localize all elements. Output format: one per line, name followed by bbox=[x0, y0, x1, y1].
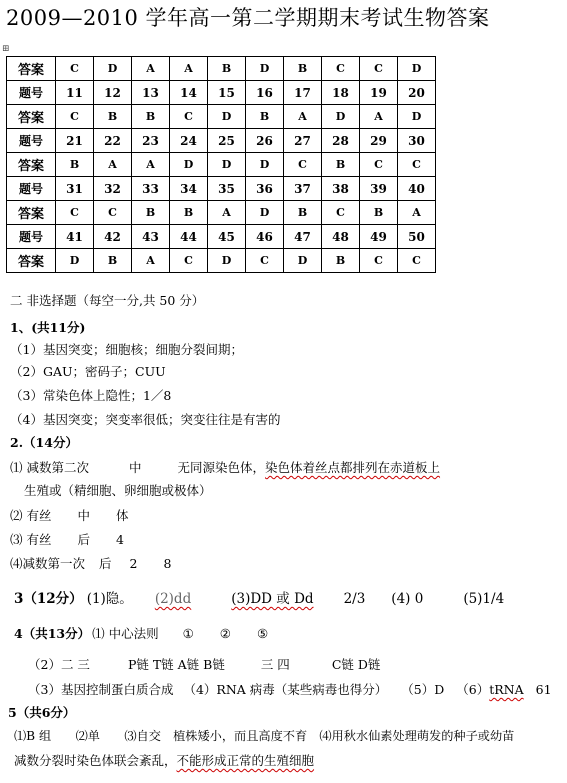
q2-l4-c: 4 bbox=[116, 532, 124, 547]
answer-cell: A bbox=[94, 153, 132, 177]
question-number-cell: 40 bbox=[398, 177, 436, 201]
question-number-cell: 30 bbox=[398, 129, 436, 153]
q5-line-1: ⑴B 组 ⑵单 ⑶自交 植株矮小，而且高度不育 ⑷用秋水仙素处理萌发的种子或幼苗 bbox=[14, 729, 515, 743]
question-number-cell: 22 bbox=[94, 129, 132, 153]
section-heading: 二 非选择题（每空一分,共 50 分） bbox=[10, 293, 205, 308]
answer-row bbox=[7, 249, 436, 273]
answer-cell: D bbox=[56, 249, 94, 273]
q2-l1-d: 染色体着丝点都排列在赤道板上 bbox=[265, 460, 441, 475]
question-number-cell: 18 bbox=[322, 81, 360, 105]
question-number-cell: 31 bbox=[56, 177, 94, 201]
q3-c: (3)DD 或 Dd bbox=[231, 591, 314, 607]
q2-l4-b: 后 bbox=[77, 532, 90, 547]
question-number-cell: 37 bbox=[284, 177, 322, 201]
row-label: 题号 bbox=[7, 129, 56, 153]
answer-cell: B bbox=[284, 201, 322, 225]
answer-cell: A bbox=[170, 57, 208, 81]
q4-l3-d: （6） bbox=[456, 682, 490, 697]
answer-cell: A bbox=[132, 249, 170, 273]
answer-cell: A bbox=[360, 105, 398, 129]
q1-heading: 1、(共11分) bbox=[10, 320, 86, 335]
row-label: 答案 bbox=[7, 249, 56, 273]
answer-row bbox=[7, 105, 436, 129]
q4-l2-c: 三 四 bbox=[260, 657, 290, 672]
question-number-cell: 33 bbox=[132, 177, 170, 201]
row-label: 答案 bbox=[7, 105, 56, 129]
question-number-cell: 16 bbox=[246, 81, 284, 105]
q4-heading: 4（共13分） bbox=[14, 626, 91, 641]
answer-cell: C bbox=[360, 249, 398, 273]
answer-cell: B bbox=[94, 249, 132, 273]
q2-l5-d: 8 bbox=[163, 556, 172, 571]
answer-cell: C bbox=[56, 201, 94, 225]
row-label: 题号 bbox=[7, 81, 56, 105]
q2-l5-a: ⑷减数第一次 bbox=[10, 556, 86, 571]
answer-cell: D bbox=[398, 57, 436, 81]
answer-cell: C bbox=[246, 249, 284, 273]
question-number-cell: 48 bbox=[322, 225, 360, 249]
q4-l1-c: ② bbox=[219, 626, 232, 641]
q1-line-2: （2）GAU；密码子；CUU bbox=[10, 364, 166, 379]
answer-cell: B bbox=[170, 201, 208, 225]
answer-cell: A bbox=[398, 201, 436, 225]
row-label: 题号 bbox=[7, 177, 56, 201]
answer-cell: A bbox=[132, 153, 170, 177]
q2-l5-b: 后 bbox=[99, 556, 112, 571]
q4-line-3 bbox=[28, 680, 552, 698]
question-number-cell: 11 bbox=[56, 81, 94, 105]
q2-l3-a: ⑵ 有丝 bbox=[10, 508, 52, 523]
q2-l1-a: ⑴ 减数第二次 bbox=[10, 460, 89, 475]
answer-cell: C bbox=[94, 201, 132, 225]
q2-line-4 bbox=[10, 530, 124, 548]
answer-cell: A bbox=[208, 201, 246, 225]
question-number-cell: 35 bbox=[208, 177, 246, 201]
q2-l3-b: 中 bbox=[77, 508, 90, 523]
answer-cell: B bbox=[132, 201, 170, 225]
answer-cell: C bbox=[360, 57, 398, 81]
q4-l3-f: 61 bbox=[535, 682, 552, 697]
q2-line-3 bbox=[10, 506, 129, 524]
answer-cell: B bbox=[360, 201, 398, 225]
q5-l2-a: 减数分裂时染色体联会紊乱， bbox=[14, 753, 177, 768]
question-number-cell: 36 bbox=[246, 177, 284, 201]
answer-cell: B bbox=[132, 105, 170, 129]
q1-line-3: （3）常染色体上隐性；1／8 bbox=[10, 388, 172, 403]
answer-cell: B bbox=[246, 105, 284, 129]
question-number-cell: 39 bbox=[360, 177, 398, 201]
answer-cell: C bbox=[360, 153, 398, 177]
q4-line-2 bbox=[28, 655, 380, 673]
q4-line-1 bbox=[14, 624, 268, 642]
answer-cell: C bbox=[56, 105, 94, 129]
answer-cell: D bbox=[284, 249, 322, 273]
question-number-cell: 29 bbox=[360, 129, 398, 153]
q2-l3-c: 体 bbox=[116, 508, 129, 523]
question-number-cell: 38 bbox=[322, 177, 360, 201]
q4-l2-a: （2）二 三 bbox=[28, 657, 90, 672]
answer-cell: D bbox=[246, 153, 284, 177]
answer-cell: D bbox=[398, 105, 436, 129]
question-number-row bbox=[7, 81, 436, 105]
question-number-cell: 25 bbox=[208, 129, 246, 153]
q3-a: (1)隐。 bbox=[86, 591, 133, 607]
answer-row bbox=[7, 57, 436, 81]
q4-l3-c: （5）D bbox=[401, 682, 445, 697]
q4-l3-e: tRNA bbox=[489, 682, 524, 697]
q5-heading: 5（共6分） bbox=[8, 705, 76, 720]
question-number-cell: 19 bbox=[360, 81, 398, 105]
answer-cell: D bbox=[246, 201, 284, 225]
answer-cell: D bbox=[94, 57, 132, 81]
question-number-cell: 12 bbox=[94, 81, 132, 105]
question-number-cell: 23 bbox=[132, 129, 170, 153]
answer-cell: B bbox=[56, 153, 94, 177]
q4-l3-b: （4）RNA 病毒（某些病毒也得分） bbox=[183, 682, 388, 697]
q3-line bbox=[14, 587, 504, 607]
q5-line-2 bbox=[14, 751, 314, 769]
question-number-row bbox=[7, 225, 436, 249]
answer-cell: C bbox=[398, 153, 436, 177]
answer-cell: A bbox=[132, 57, 170, 81]
question-number-cell: 44 bbox=[170, 225, 208, 249]
q4-l1-a: ⑴ 中心法则 bbox=[92, 626, 159, 641]
answer-cell: C bbox=[170, 105, 208, 129]
answer-cell: C bbox=[322, 201, 360, 225]
answer-row bbox=[7, 201, 436, 225]
question-number-cell: 32 bbox=[94, 177, 132, 201]
q2-l4-a: ⑶ 有丝 bbox=[10, 532, 52, 547]
question-number-cell: 50 bbox=[398, 225, 436, 249]
question-number-cell: 15 bbox=[208, 81, 246, 105]
table-anchor-icon: ⊞ bbox=[2, 44, 10, 54]
answer-cell: A bbox=[284, 105, 322, 129]
q4-l1-b: ① bbox=[182, 626, 194, 641]
question-number-cell: 20 bbox=[398, 81, 436, 105]
q3-heading: 3（12分） bbox=[14, 591, 83, 607]
answer-cell: B bbox=[208, 57, 246, 81]
question-number-cell: 46 bbox=[246, 225, 284, 249]
question-number-cell: 34 bbox=[170, 177, 208, 201]
q2-l1-c: 无同源染色体， bbox=[177, 460, 266, 475]
row-label: 答案 bbox=[7, 201, 56, 225]
q5-l2-b: 不能形成正常的生殖细胞 bbox=[176, 753, 315, 768]
q2-line-5 bbox=[10, 554, 171, 572]
answer-cell: C bbox=[56, 57, 94, 81]
question-number-cell: 27 bbox=[284, 129, 322, 153]
answer-row bbox=[7, 153, 436, 177]
question-number-cell: 26 bbox=[246, 129, 284, 153]
answer-cell: D bbox=[208, 153, 246, 177]
q3-d: 2/3 bbox=[343, 591, 366, 607]
q2-l5-c: 2 bbox=[129, 556, 138, 571]
question-number-cell: 28 bbox=[322, 129, 360, 153]
question-number-cell: 47 bbox=[284, 225, 322, 249]
answer-cell: D bbox=[170, 153, 208, 177]
q1-line-4: （4）基因突变；突变率很低；突变往往是有害的 bbox=[10, 412, 281, 427]
question-number-cell: 17 bbox=[284, 81, 322, 105]
answer-cell: D bbox=[208, 105, 246, 129]
question-number-cell: 41 bbox=[56, 225, 94, 249]
row-label: 题号 bbox=[7, 225, 56, 249]
q4-l3-a: （3）基因控制蛋白质合成 bbox=[28, 682, 174, 697]
question-number-row bbox=[7, 129, 436, 153]
question-number-cell: 24 bbox=[170, 129, 208, 153]
question-number-row bbox=[7, 177, 436, 201]
row-label: 答案 bbox=[7, 57, 56, 81]
answer-cell: D bbox=[246, 57, 284, 81]
question-number-cell: 21 bbox=[56, 129, 94, 153]
answer-cell: C bbox=[284, 153, 322, 177]
question-number-cell: 43 bbox=[132, 225, 170, 249]
answer-cell: C bbox=[322, 57, 360, 81]
answer-cell: B bbox=[322, 249, 360, 273]
row-label: 答案 bbox=[7, 153, 56, 177]
q2-line-2: 生殖或（精细胞、卵细胞或极体） bbox=[24, 483, 212, 498]
answer-cell: D bbox=[322, 105, 360, 129]
question-number-cell: 42 bbox=[94, 225, 132, 249]
answer-cell: C bbox=[398, 249, 436, 273]
page-title: 2009—2010 学年高一第二学期期末考试生物答案 bbox=[6, 6, 490, 30]
q3-e: (4) 0 bbox=[391, 591, 424, 607]
q3-b: (2)dd bbox=[154, 591, 192, 607]
question-number-cell: 49 bbox=[360, 225, 398, 249]
q4-l2-d: C链 D链 bbox=[331, 657, 381, 672]
question-number-cell: 13 bbox=[132, 81, 170, 105]
answer-cell: B bbox=[322, 153, 360, 177]
q1-line-1: （1）基因突变；细胞核；细胞分裂间期； bbox=[10, 342, 243, 357]
answer-cell: B bbox=[94, 105, 132, 129]
q2-l1-b: 中 bbox=[128, 460, 142, 475]
question-number-cell: 45 bbox=[208, 225, 246, 249]
q4-l2-b: P链 T链 A链 B链 bbox=[127, 657, 225, 672]
q2-heading: 2.（14分） bbox=[10, 435, 78, 450]
q3-f: (5)1/4 bbox=[463, 591, 505, 607]
answer-cell: C bbox=[170, 249, 208, 273]
q2-line-1 bbox=[10, 458, 440, 476]
answer-table bbox=[6, 56, 436, 273]
q4-l1-d: ⑤ bbox=[257, 626, 269, 641]
answer-cell: D bbox=[208, 249, 246, 273]
question-number-cell: 14 bbox=[170, 81, 208, 105]
answer-cell: B bbox=[284, 57, 322, 81]
